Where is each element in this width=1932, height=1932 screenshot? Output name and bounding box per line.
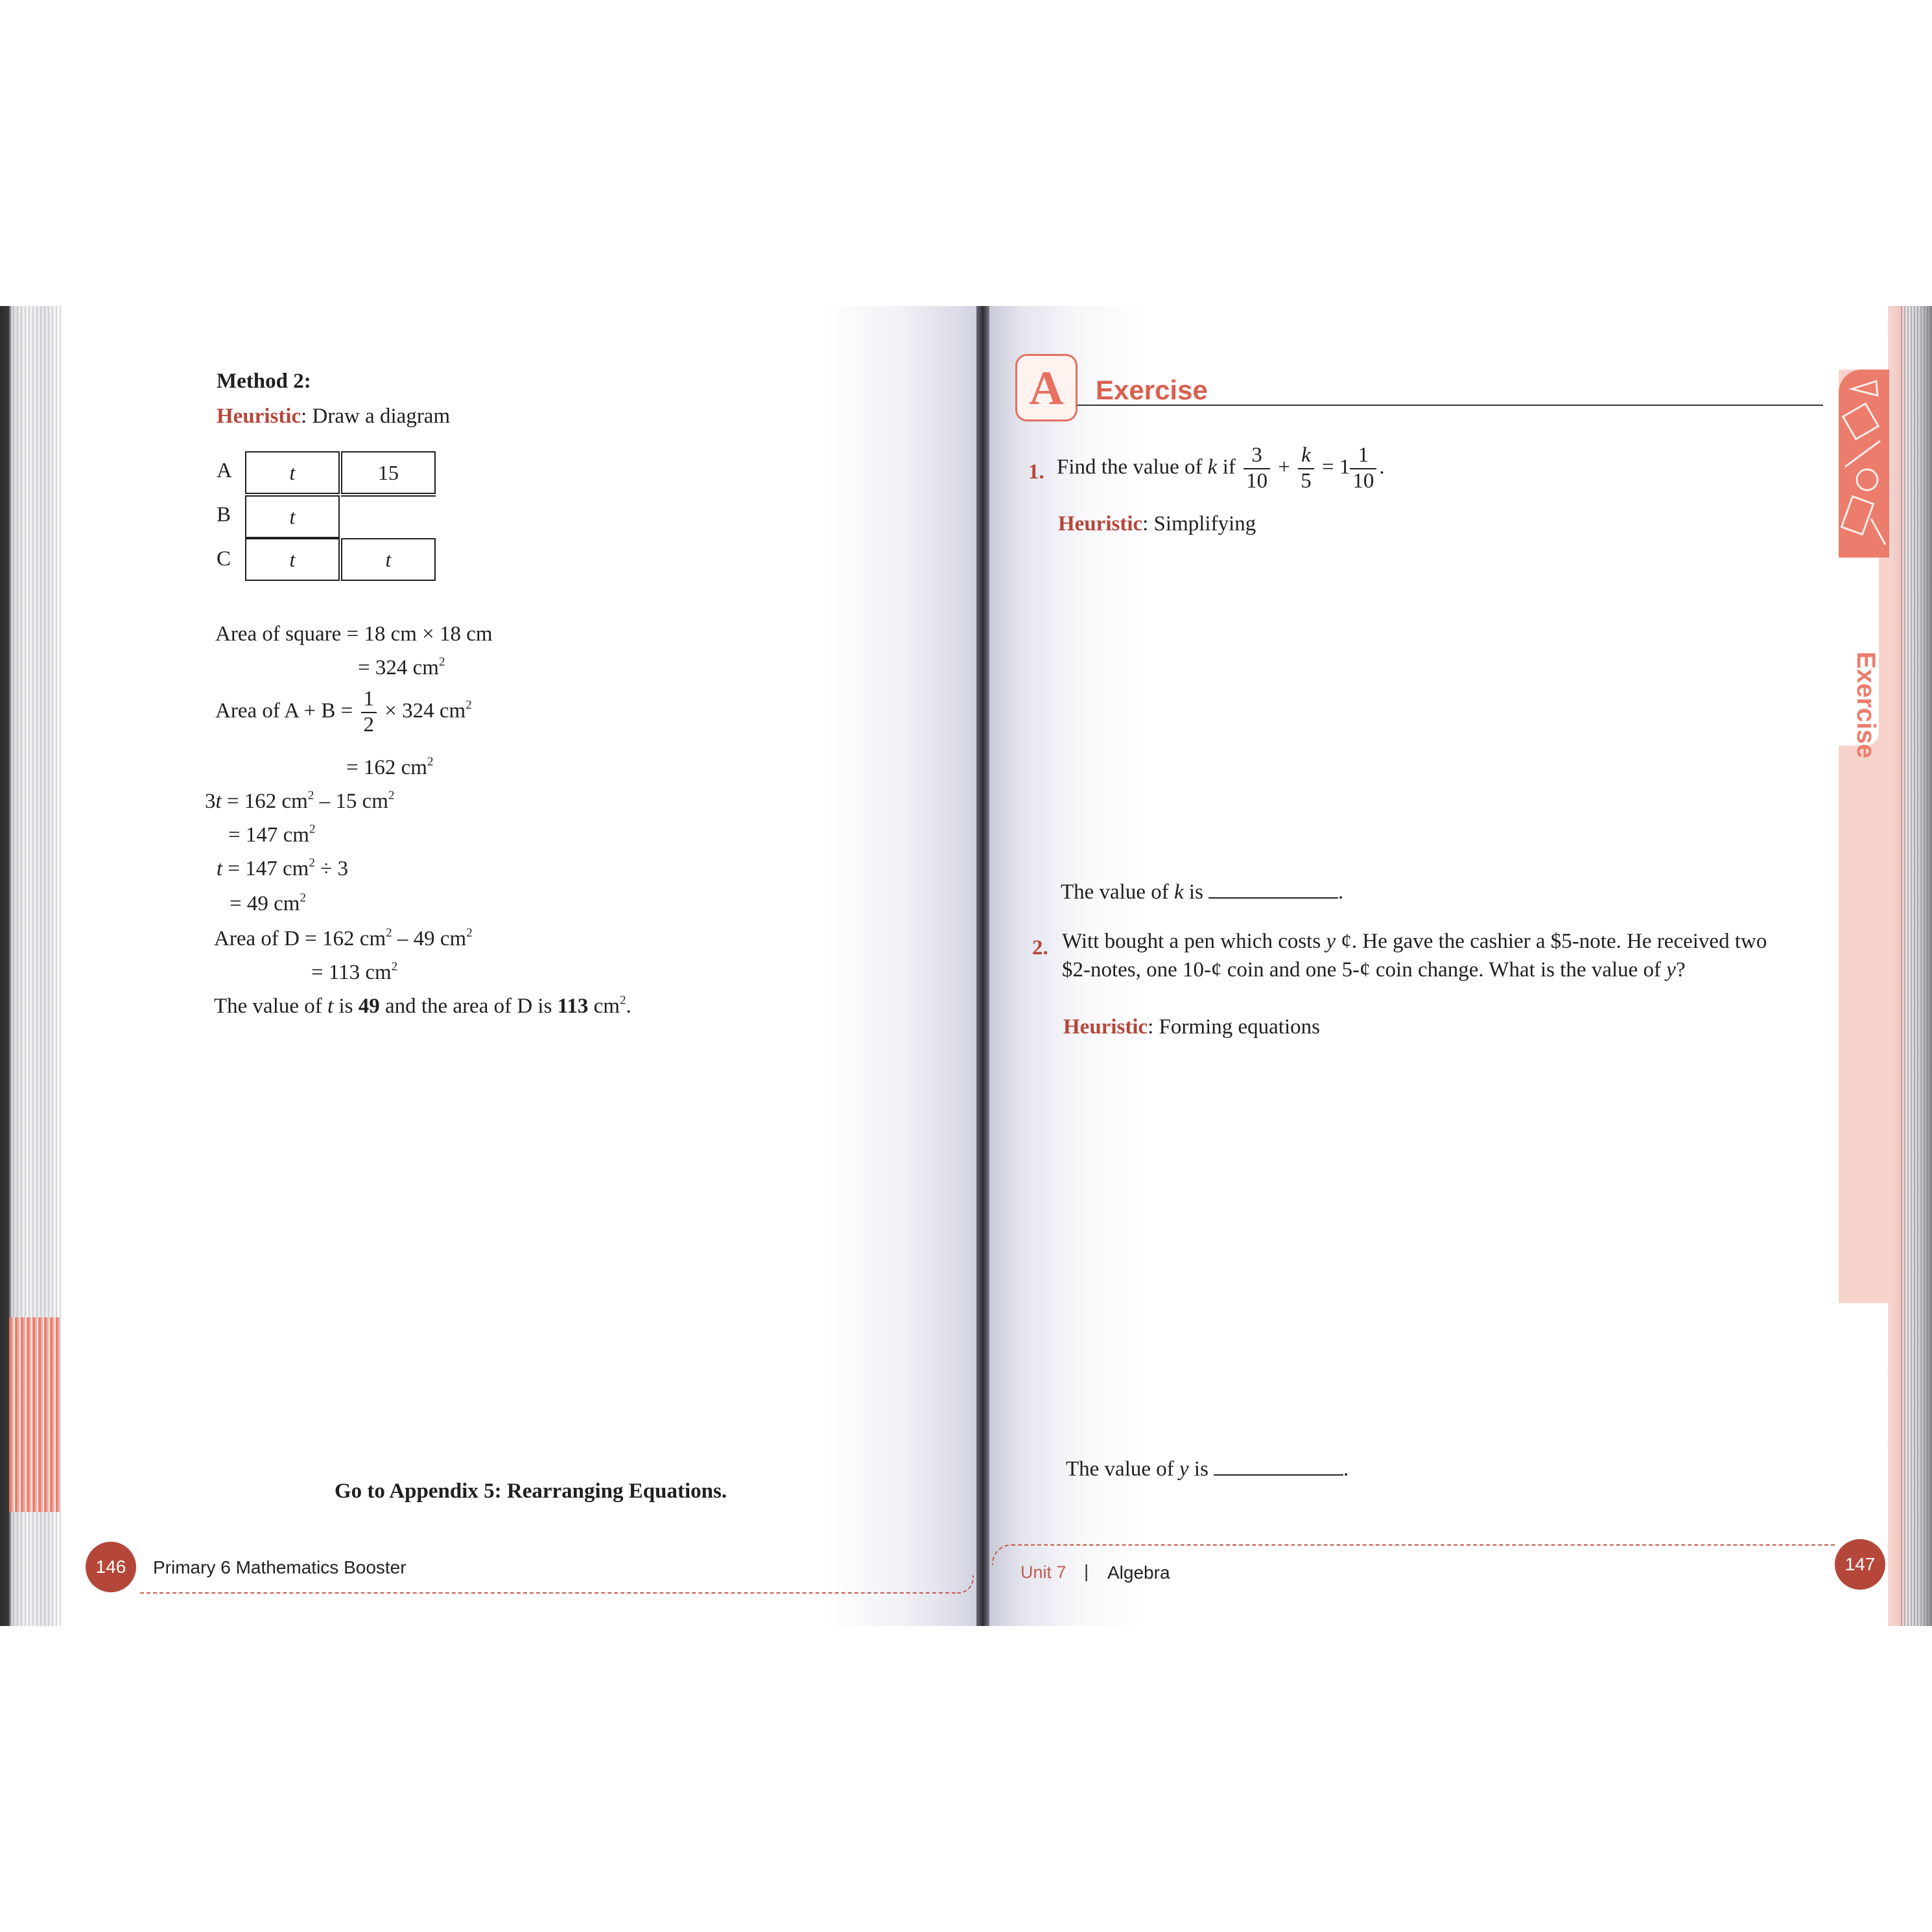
exercise-badge: [1015, 354, 1078, 421]
q2-number: 2.: [1032, 936, 1048, 960]
q2-answer-blank[interactable]: [1214, 1460, 1343, 1476]
working-line-4: = 162 $cm^2$: [346, 755, 434, 779]
page-number-left: 146: [86, 1542, 136, 1592]
thumb-tab-illustration: [1839, 370, 1889, 558]
diagram-divider: [341, 495, 436, 497]
book-title: Primary 6 Mathematics Booster: [153, 1557, 406, 1577]
q1-text: Find the value of k if $\frac{3}{10}$ + $\frac{k}{5}$ = 1 $\frac{1}{10}$ .: [1057, 443, 1385, 493]
appendix-note: Go to Appendix 5: Rearranging Equations.: [335, 1479, 727, 1503]
section-title: Exercise: [1096, 375, 1208, 405]
q2-heuristic: Heuristic: Forming equations: [1063, 1015, 1320, 1039]
q1-heuristic: Heuristic: Simplifying: [1058, 512, 1256, 536]
diagram-row-label-a: A: [217, 459, 232, 482]
working-line-5: 3t = 162 $cm^2 - 15$ $cm^2$: [205, 788, 395, 813]
working-line-2: = 324 $cm^2$: [358, 655, 445, 679]
q2-line-2: $2-notes, one 10-¢ coin and one 5-¢ coin change. What is the value of y?: [1062, 958, 1686, 982]
q1-answer-blank[interactable]: [1208, 883, 1338, 899]
footer-separator: |: [1084, 1561, 1089, 1581]
diagram-row-label-c: C: [217, 547, 231, 571]
working-line-1: Area of square = 18 cm × 18 cm: [215, 622, 493, 646]
topic-label: Algebra: [1107, 1562, 1170, 1583]
left-footer-rule: [140, 1592, 956, 1594]
q1-answer-line: The value of k is .: [1061, 880, 1344, 904]
diagram-cell-a2: 15: [341, 451, 436, 494]
method-title: Method 2:: [217, 370, 311, 393]
right-page-edge-stripes: [1901, 306, 1932, 1626]
left-thumb-tab-marks: [9, 1317, 60, 1512]
working-line-10: = 113 $cm^2$: [311, 960, 398, 984]
diagram-cell-c2: t: [341, 538, 436, 581]
q1-number: 1.: [1028, 460, 1044, 484]
diagram-cell-a1: t: [245, 451, 340, 494]
q2-line-1: Witt bought a pen which costs y ¢. He gave the cashier a $5-note. He received two: [1062, 930, 1767, 953]
working-line-7: t = 147 $cm^2 \div 3$: [217, 856, 348, 880]
unit-label: Unit 7: [1020, 1562, 1066, 1582]
diagram-cell-c1: t: [245, 538, 340, 581]
fraction-half: $\frac{1}{2}$: [361, 687, 377, 738]
tab-label: [1846, 652, 1885, 690]
q2-answer-line: The value of y is .: [1066, 1457, 1349, 1481]
book-gutter: [976, 306, 989, 1626]
working-line-6: = 147 $cm^2$: [228, 822, 316, 847]
working-line-8: = 49 $cm^2$: [230, 891, 306, 915]
section-title-rule: [1078, 405, 1823, 406]
page-number-right: 147: [1835, 1539, 1885, 1590]
working-line-3: Area of A + B = $\frac{1}{2}$ × 324 $cm^2$: [215, 687, 472, 736]
final-answer: The value of t is 49 and the area of D is 113 $cm^2$.: [214, 993, 631, 1018]
exercise-badge-letter: A: [1029, 362, 1064, 415]
heuristic-label: Heuristic: [217, 405, 301, 428]
left-page: [62, 306, 976, 1626]
stationery-icon: [1839, 370, 1889, 558]
heuristic-text: : Draw a diagram: [301, 405, 451, 428]
right-footer-rule: [1024, 1544, 1835, 1546]
working-line-9: Area of D = 162 $cm^2 - 49$ $cm^2$: [214, 926, 473, 950]
diagram-cell-b1: t: [245, 495, 340, 538]
diagram-row-label-b: B: [217, 503, 231, 526]
heuristic-line: [217, 406, 450, 427]
